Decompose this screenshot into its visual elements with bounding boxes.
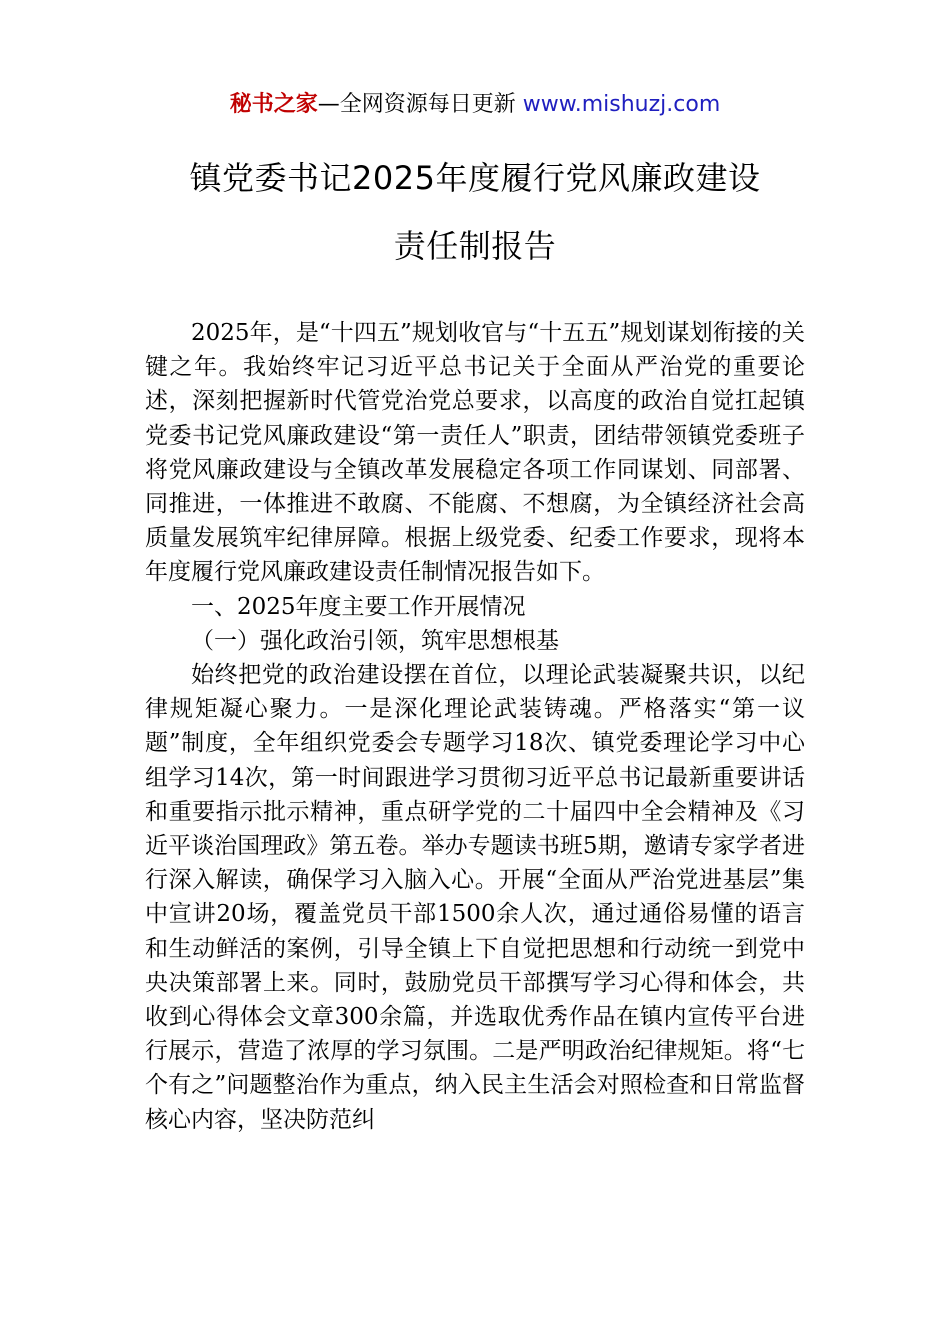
body-paragraph-1: 始终把党的政治建设摆在首位，以理论武装凝聚共识，以纪律规矩凝心聚力。一是深化理论武装铸魂。严格落实“第一议题”制度，全年组织党委会专题学习18次、镇党委理论学习中心组学习14次，第一时间跟进学习贯彻习近平总书记最新重要讲话和重要指示批示精神，重点研学党的二十届四中全会精神及《习近平谈治国理政》第五卷。举办专题读书班5期，邀请专家学者进行深入解读，确保学习入脑入心。开展“全面从严治党进基层”集中宣讲20场，覆盖党员干部1500余人次，通过通俗易懂的语言和生动鲜活的案例，引导全镇上下自觉把思想和行动统一到党中央决策部署上来。同时，鼓励党员干部撰写学习心得和体会，共收到心得体会文章300余篇，并选取优秀作品在镇内宣传平台进行展示，营造了浓厚的学习氛围。二是严明政治纪律规矩。将“七个有之”问题整治作为重点，纳入民主生活会对照检查和日常监督核心内容，坚决防范纠 bbox=[145, 662, 805, 1133]
subsection-heading-1: （一）强化政治引领，筑牢思想根基 bbox=[191, 627, 559, 654]
site-brand: 秘书之家 bbox=[229, 92, 318, 117]
header-tagline: —全网资源每日更新 bbox=[317, 92, 523, 117]
document-title-line-1: 镇党委书记2025年度履行党风廉政建设 bbox=[189, 159, 761, 197]
section-heading-1: 一、2025年度主要工作开展情况 bbox=[191, 593, 526, 620]
intro-paragraph: 2025年，是“十四五”规划收官与“十五五”规划谋划衔接的关键之年。我始终牢记习近平总书记关于全面从严治党的重要论述，深刻把握新时代管党治党总要求，以高度的政治自觉扛起镇党委书记党风廉政建设“第一责任人”职责，团结带领镇党委班子将党风廉政建设与全镇改革发展稳定各项工作同谋划、同部署、同推进，一体推进不敢腐、不能腐、不想腐，为全镇经济社会高质量发展筑牢纪律屏障。根据上级党委、纪委工作要求，现将本年度履行党风廉政建设责任制情况报告如下。 bbox=[145, 320, 805, 586]
document-body bbox=[145, 316, 805, 1137]
site-url-link[interactable]: www.mishuzj.com bbox=[522, 92, 721, 117]
site-header bbox=[0, 88, 950, 122]
document-title-line-2: 责任制报告 bbox=[393, 227, 557, 265]
